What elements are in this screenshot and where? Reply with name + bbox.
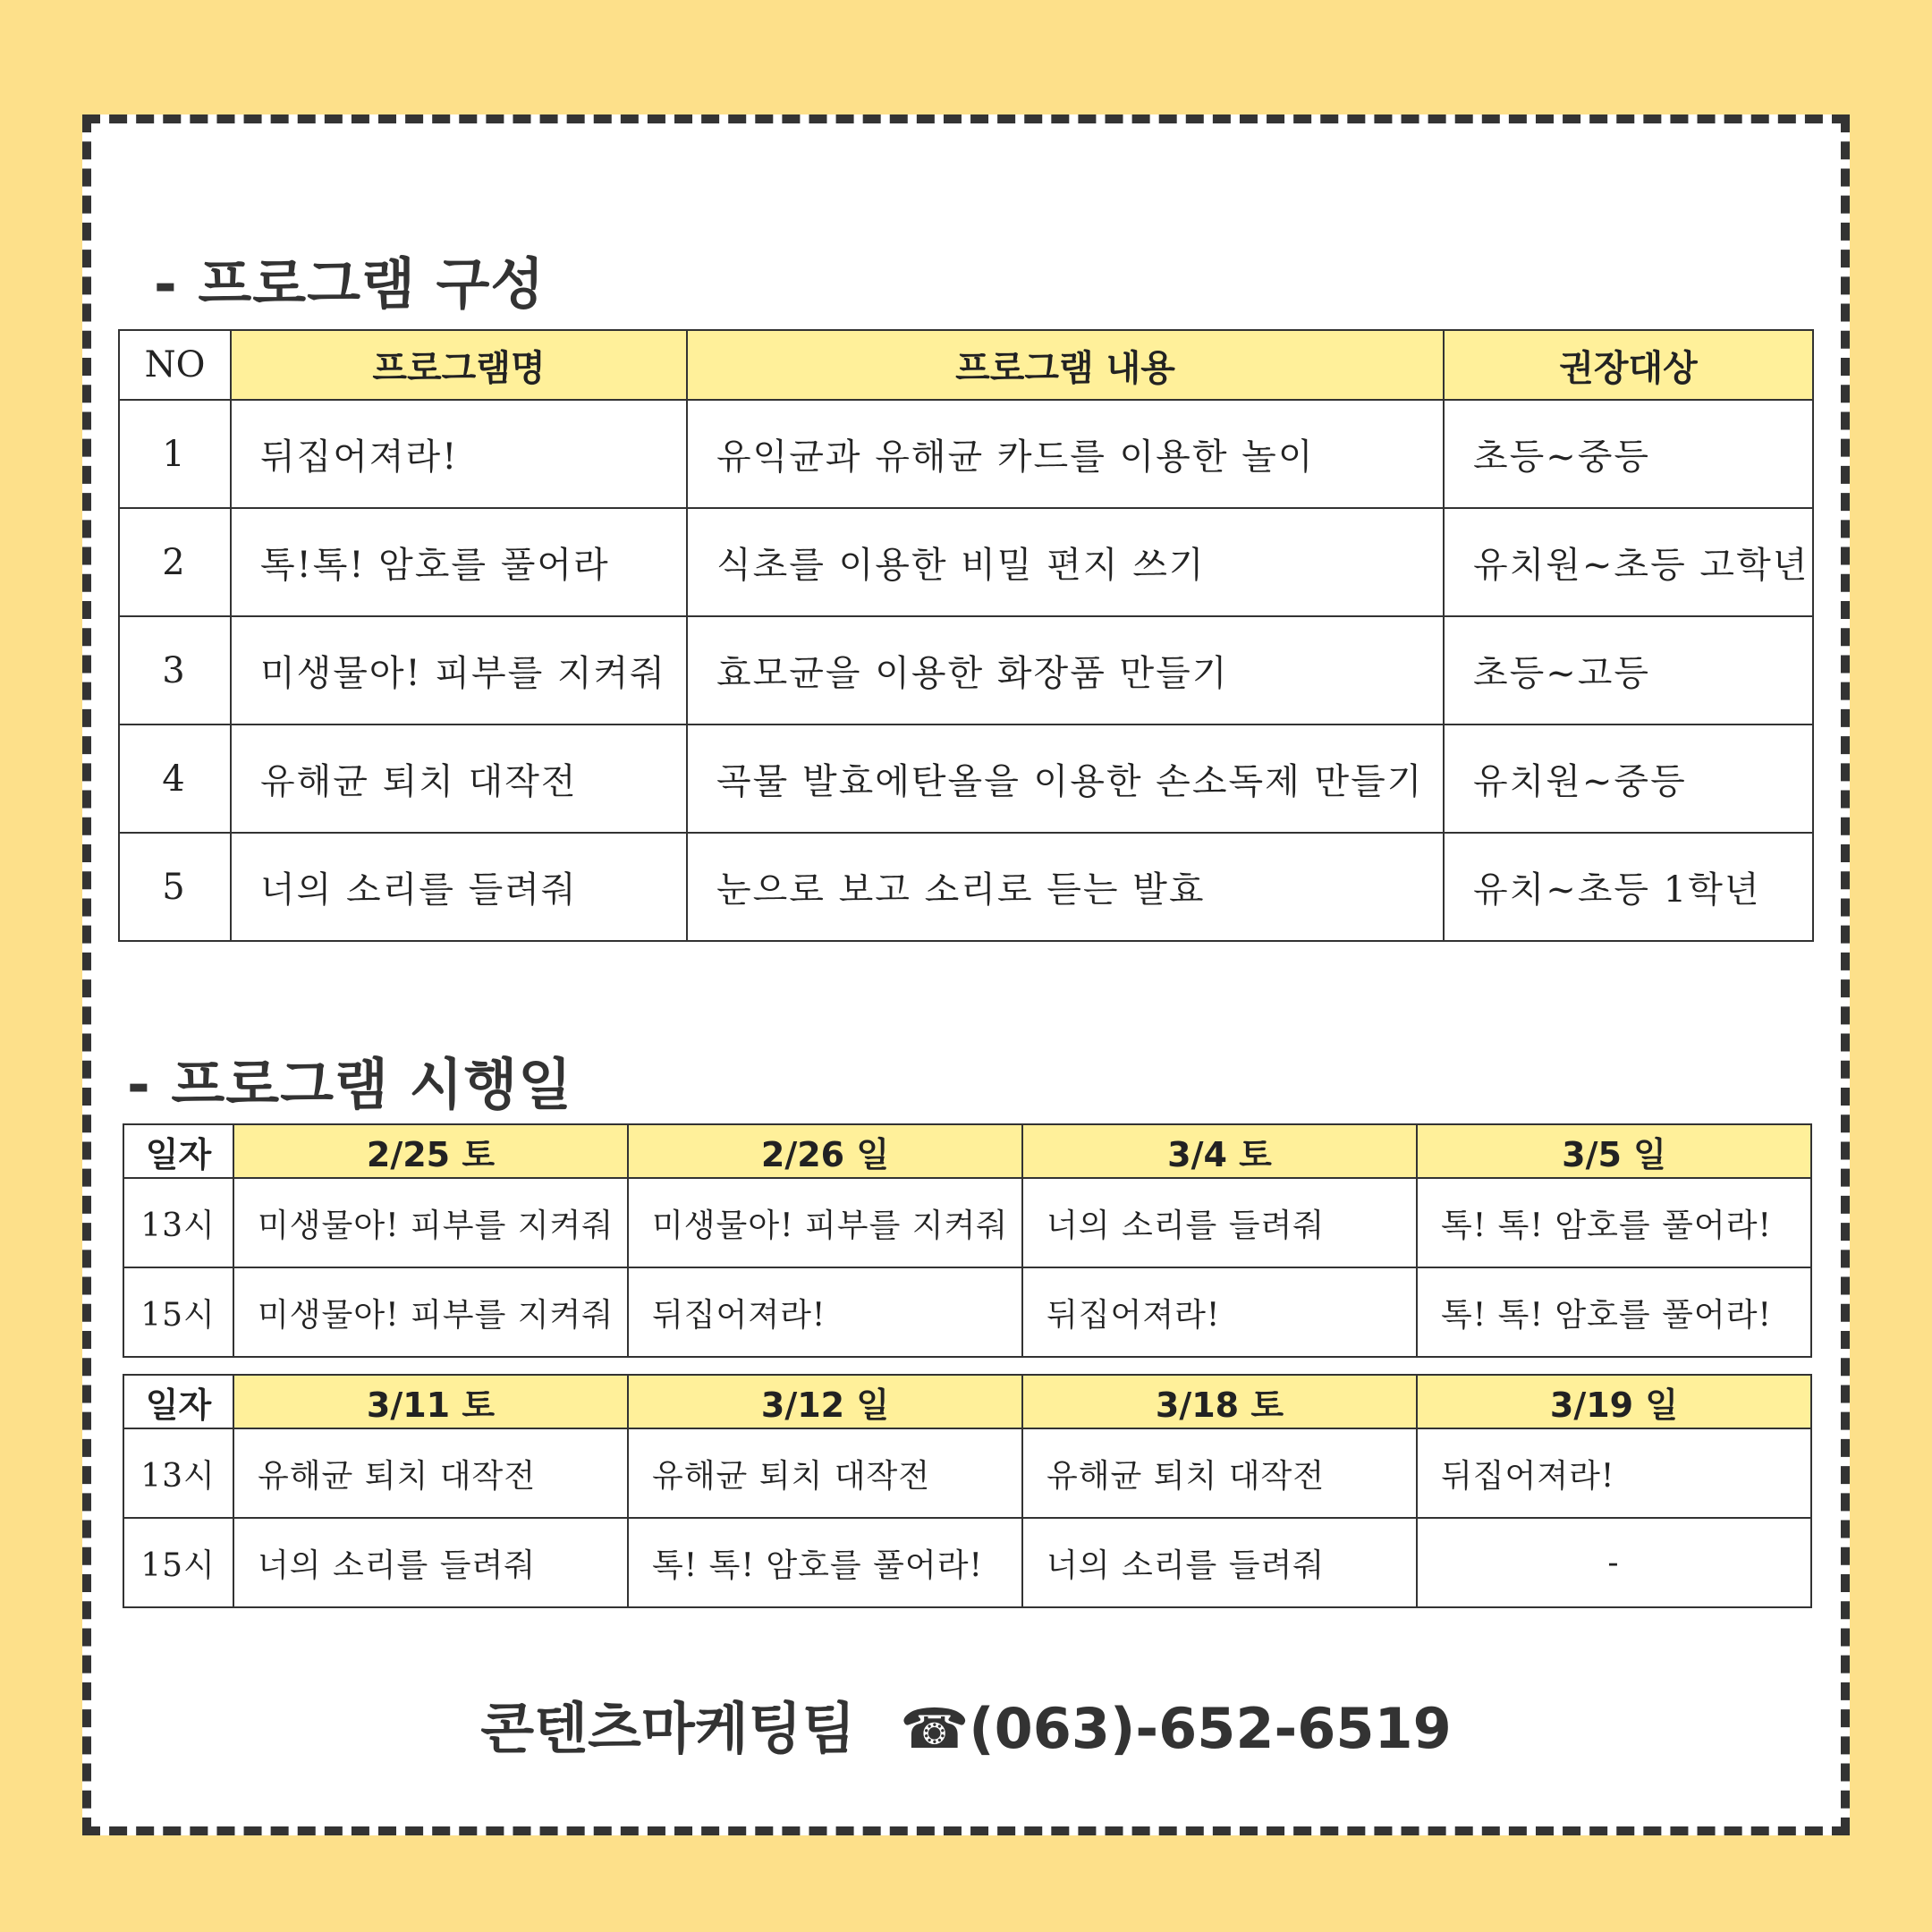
header-date: 3/4 토 (1022, 1124, 1417, 1178)
program-target: 유치원~중등 (1444, 724, 1813, 833)
schedule-cell: 톡! 톡! 암호를 풀어라! (628, 1518, 1022, 1607)
schedule-cell: 뒤집어져라! (1417, 1428, 1811, 1518)
program-name: 유해균 퇴치 대작전 (231, 724, 687, 833)
table-row (119, 508, 1813, 616)
schedule-cell: 미생물아! 피부를 지켜줘 (233, 1267, 628, 1357)
table-row (123, 1428, 1811, 1518)
header-date: 3/5 일 (1417, 1124, 1811, 1178)
program-content: 눈으로 보고 소리로 듣는 발효 (687, 833, 1444, 941)
header-program-content: 프로그램 내용 (687, 330, 1444, 400)
time-slot: 15시 (123, 1267, 233, 1357)
program-no: 2 (119, 508, 231, 616)
table-row (123, 1178, 1811, 1267)
schedule-cell: 뒤집어져라! (1022, 1267, 1417, 1357)
program-name: 톡!톡! 암호를 풀어라 (231, 508, 687, 616)
program-schedule-title: - 프로그램 시행일 (127, 1052, 573, 1117)
table-row (119, 616, 1813, 724)
program-target: 초등~중등 (1444, 400, 1813, 508)
team-name: 콘텐츠마케팅팀 (480, 1696, 856, 1761)
schedule-header (123, 1124, 1811, 1178)
program-target: 유치원~초등 고학년 (1444, 508, 1813, 616)
program-table (118, 329, 1814, 942)
schedule-cell: 톡! 톡! 암호를 풀어라! (1417, 1267, 1811, 1357)
program-composition-title: - 프로그램 구성 (154, 251, 546, 317)
header-date: 3/11 토 (233, 1375, 628, 1428)
header-date: 2/25 토 (233, 1124, 628, 1178)
table-row (119, 833, 1813, 941)
header-date-label: 일자 (123, 1124, 233, 1178)
schedule-header (123, 1375, 1811, 1428)
time-slot: 13시 (123, 1178, 233, 1267)
phone-number: ☎(063)-652-6519 (900, 1696, 1452, 1761)
schedule-table-2 (123, 1374, 1812, 1608)
content-card (82, 114, 1850, 1835)
schedule-cell: 미생물아! 피부를 지켜줘 (628, 1178, 1022, 1267)
time-slot: 15시 (123, 1518, 233, 1607)
program-content: 효모균을 이용한 화장품 만들기 (687, 616, 1444, 724)
schedule-cell: 톡! 톡! 암호를 풀어라! (1417, 1178, 1811, 1267)
schedule-cell: 유해균 퇴치 대작전 (628, 1428, 1022, 1518)
schedule-table-1 (123, 1123, 1812, 1358)
program-name: 미생물아! 피부를 지켜줘 (231, 616, 687, 724)
program-no: 4 (119, 724, 231, 833)
schedule-cell: 뒤집어져라! (628, 1267, 1022, 1357)
program-content: 식초를 이용한 비밀 편지 쓰기 (687, 508, 1444, 616)
program-target: 유치~초등 1학년 (1444, 833, 1813, 941)
header-date: 3/19 일 (1417, 1375, 1811, 1428)
program-content: 유익균과 유해균 카드를 이용한 놀이 (687, 400, 1444, 508)
schedule-cell: - (1417, 1518, 1811, 1607)
header-date: 2/26 일 (628, 1124, 1022, 1178)
program-content: 곡물 발효에탄올을 이용한 손소독제 만들기 (687, 724, 1444, 833)
table-row (123, 1267, 1811, 1357)
header-date: 3/18 토 (1022, 1375, 1417, 1428)
schedule-cell: 유해균 퇴치 대작전 (233, 1428, 628, 1518)
program-target: 초등~고등 (1444, 616, 1813, 724)
schedule-cell: 너의 소리를 들려줘 (1022, 1518, 1417, 1607)
header-no: NO (119, 330, 231, 400)
table-row (119, 400, 1813, 508)
header-program-name: 프로그램명 (231, 330, 687, 400)
header-recommended-target: 권장대상 (1444, 330, 1813, 400)
table-row (123, 1518, 1811, 1607)
table-row (119, 724, 1813, 833)
program-name: 너의 소리를 들려줘 (231, 833, 687, 941)
schedule-cell: 유해균 퇴치 대작전 (1022, 1428, 1417, 1518)
program-no: 5 (119, 833, 231, 941)
schedule-cell: 너의 소리를 들려줘 (1022, 1178, 1417, 1267)
program-no: 1 (119, 400, 231, 508)
schedule-cell: 미생물아! 피부를 지켜줘 (233, 1178, 628, 1267)
header-date: 3/12 일 (628, 1375, 1022, 1428)
program-no: 3 (119, 616, 231, 724)
schedule-cell: 너의 소리를 들려줘 (233, 1518, 628, 1607)
program-name: 뒤집어져라! (231, 400, 687, 508)
time-slot: 13시 (123, 1428, 233, 1518)
header-date-label: 일자 (123, 1375, 233, 1428)
contact-footer (91, 1684, 1841, 1764)
program-table-header (119, 330, 1813, 400)
